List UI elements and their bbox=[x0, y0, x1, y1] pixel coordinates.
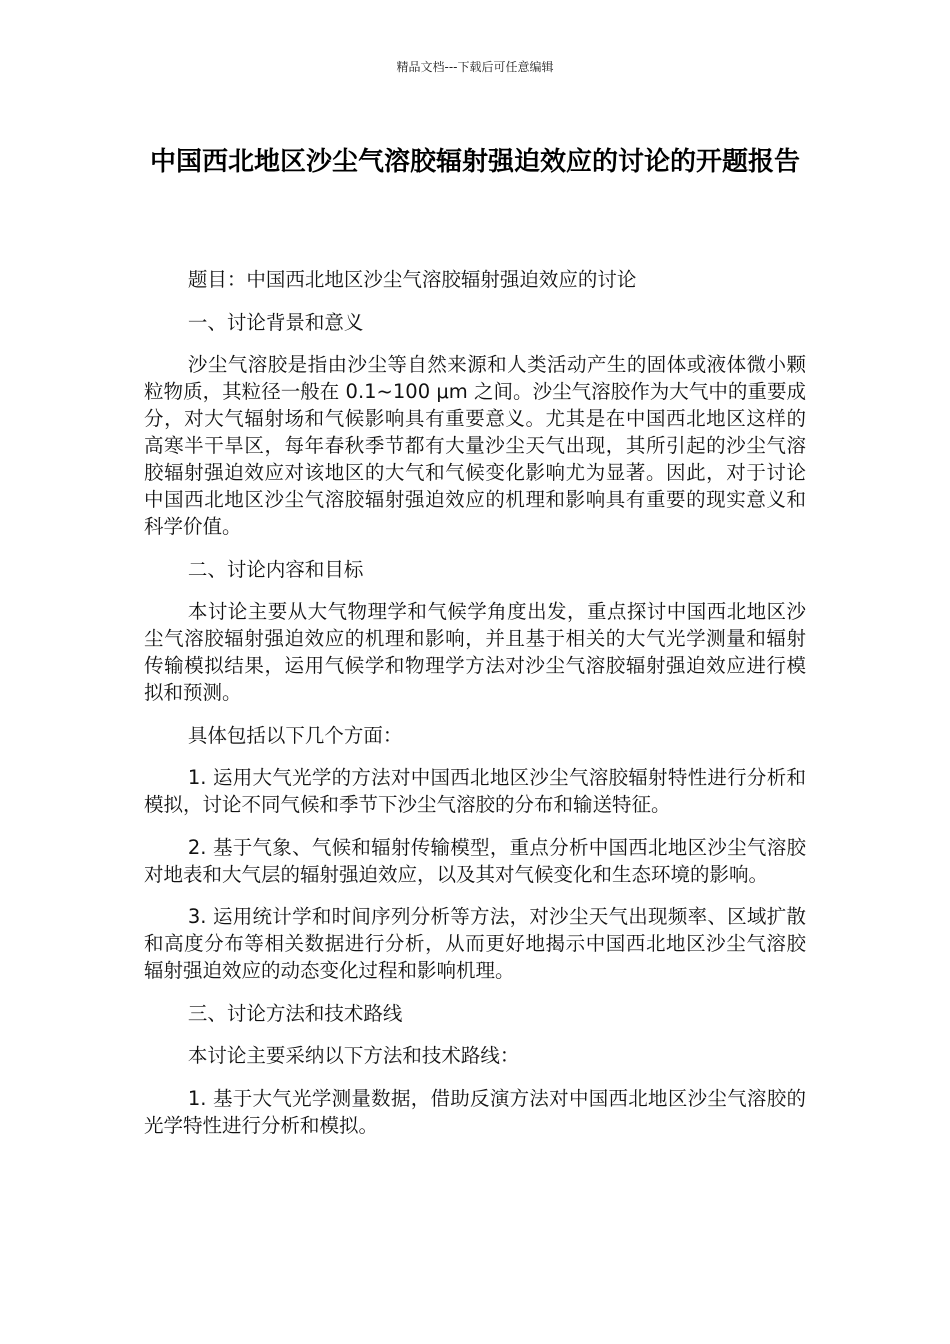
body-paragraph: 本讨论主要从大气物理学和气候学角度出发，重点探讨中国西北地区沙尘气溶胶辐射强迫效应的机理和影响，并且基于相关的大气光学测量和辐射传输模拟结果，运用气候学和物理学方法对沙尘气溶胶辐射强迫效应进行模拟和预测。 bbox=[144, 600, 806, 704]
section-heading: 一、讨论背景和意义 bbox=[187, 310, 364, 334]
section-heading: 二、讨论内容和目标 bbox=[187, 557, 364, 581]
body-paragraph: 本讨论主要采纳以下方法和技术路线： bbox=[187, 1044, 520, 1067]
document-title: 中国西北地区沙尘气溶胶辐射强迫效应的讨论的开题报告 bbox=[149, 147, 800, 177]
list-item: 2. 基于气象、气候和辐射传输模型，重点分析中国西北地区沙尘气溶胶对地表和大气层的辐射强迫效应，以及其对气候变化和生态环境的影响。 bbox=[144, 835, 806, 886]
list-item: 3. 运用统计学和时间序列分析等方法，对沙尘天气出现频率、区域扩散和高度分布等相关数据进行分析，从而更好地揭示中国西北地区沙尘气溶胶辐射强迫效应的动态变化过程和影响机理。 bbox=[144, 905, 806, 982]
list-item: 1. 运用大气光学的方法对中国西北地区沙尘气溶胶辐射特性进行分析和模拟，讨论不同气候和季节下沙尘气溶胶的分布和输送特征。 bbox=[144, 766, 806, 816]
topic-line: 题目：中国西北地区沙尘气溶胶辐射强迫效应的讨论 bbox=[187, 268, 637, 291]
header-note: 精品文档---下载后可任意编辑 bbox=[396, 60, 554, 74]
list-item: 1. 基于大气光学测量数据，借助反演方法对中国西北地区沙尘气溶胶的光学特性进行分析和模拟。 bbox=[144, 1086, 806, 1137]
body-paragraph: 沙尘气溶胶是指由沙尘等自然来源和人类活动产生的固体或液体微小颗粒物质，其粒径一般在 0.1~100 μm 之间。沙尘气溶胶作为大气中的重要成分，对大气辐射场和气候影响具有重要意义。尤其是在中国西北地区这样的高寒半干旱区，每年春秋季节都有大量沙尘天气出现，其所引起的沙尘气溶胶辐射强迫效应对该地区的大气和气候变化影响尤为显著。因此，对于讨论中国西北地区沙尘气溶胶辐射强迫效应的机理和影响具有重要的现实意义和科学价值。 bbox=[144, 353, 806, 538]
body-paragraph: 具体包括以下几个方面： bbox=[187, 723, 403, 747]
section-heading: 三、讨论方法和技术路线 bbox=[187, 1001, 403, 1025]
document-body bbox=[144, 266, 806, 1154]
